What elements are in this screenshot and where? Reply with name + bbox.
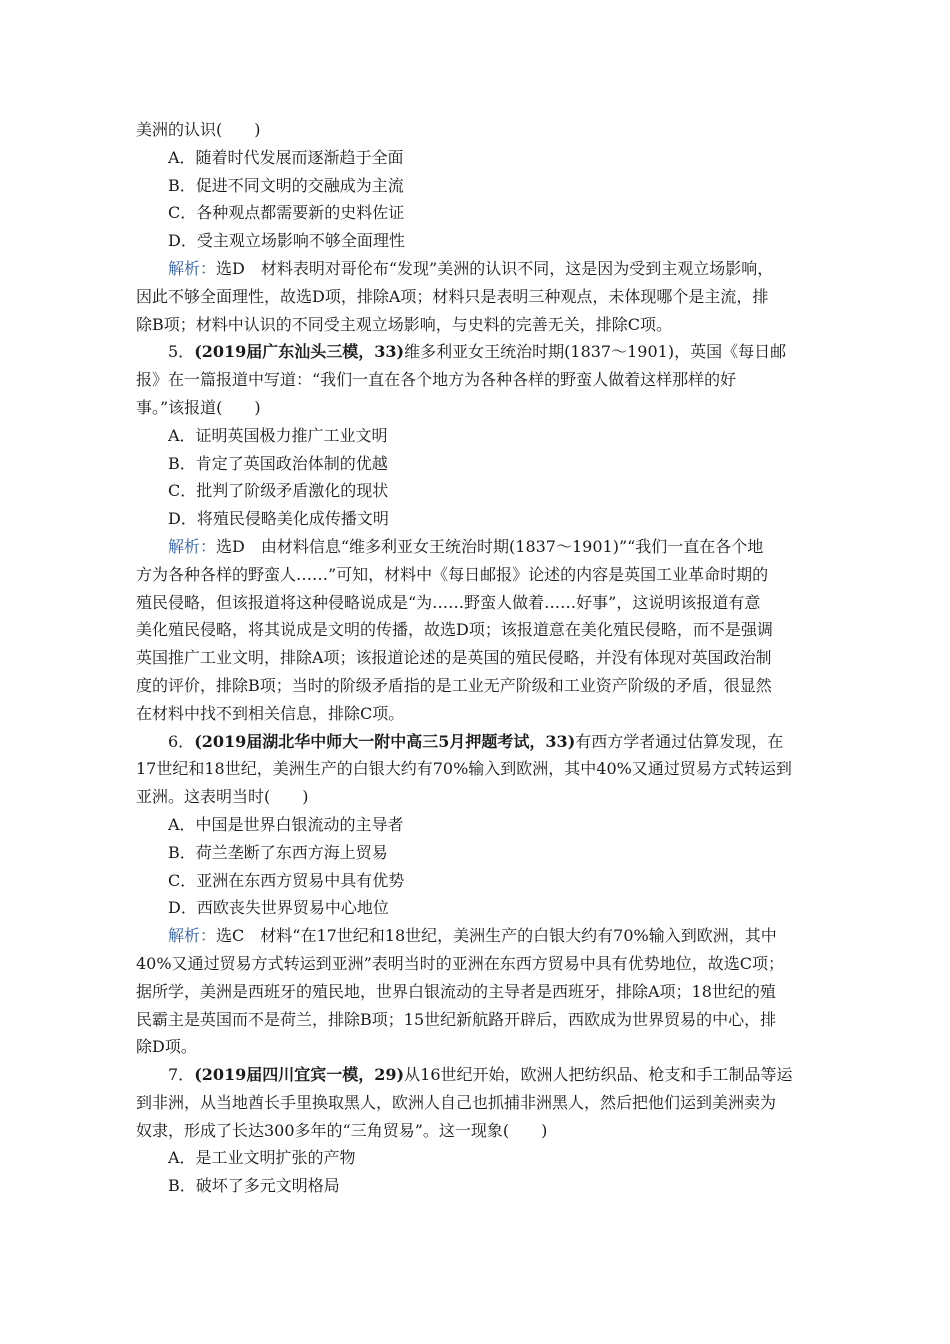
answer-option: [136, 1144, 821, 1172]
answer-option: [136, 867, 821, 895]
option-text: C．各种观点都需要新的史料佐证: [168, 203, 405, 223]
option-text: C．亚洲在东西方贸易中具有优势: [168, 870, 405, 890]
question-source: (2019届湖北华中师大一附中高三5月押题考试，33): [194, 731, 576, 751]
text-line: [136, 116, 821, 144]
option-text: A．中国是世界白银流动的主导者: [168, 814, 404, 834]
text-line: [136, 394, 821, 422]
option-text: D．受主观立场影响不够全面理性: [168, 231, 405, 251]
line-text: 报》在一篇报道中写道：“我们一直在各个地方为各种各样的野蛮人做着这样那样的好: [136, 370, 737, 390]
line-text: 英国推广工业文明，排除A项；该报道论述的是英国的殖民侵略，并没有体现对英国政治制: [136, 648, 772, 668]
analysis-label: 解析：: [168, 536, 217, 556]
line-text: 美洲的认识( ): [136, 120, 261, 139]
text-line: [136, 366, 821, 394]
text-line: [136, 700, 821, 728]
analysis-line: [136, 922, 821, 950]
line-text: 方为各种各样的野蛮人……”可知，材料中《每日邮报》论述的内容是英国工业革命时期的: [136, 564, 769, 584]
line-text: 40%又通过贸易方式转运到亚洲”表明当时的亚洲在东西方贸易中具有优势地位，故选C项；: [136, 953, 784, 973]
line-text: 到非洲，从当地酋长手里换取黑人，欧洲人自己也抓捕非洲黑人，然后把他们运到美洲卖为: [136, 1092, 777, 1112]
text-line: [136, 1117, 821, 1145]
answer-option: [136, 172, 821, 200]
line-text: 殖民侵略，但该报道将这种侵略说成是“为……野蛮人做着……好事”，这说明该报道有意: [136, 592, 761, 612]
text-line: [136, 672, 821, 700]
option-text: B．荷兰垄断了东西方海上贸易: [168, 842, 388, 862]
line-text: 度的评价，排除B项；当时的阶级矛盾指的是工业无产阶级和工业资产阶级的矛盾，很显然: [136, 675, 772, 695]
question-stem: [136, 338, 821, 366]
answer-option: [136, 839, 821, 867]
line-text: 奴隶，形成了长达300多年的“三角贸易”。这一现象( ): [136, 1120, 548, 1140]
option-text: D．西欧丧失世界贸易中心地位: [168, 898, 389, 918]
option-text: A．证明英国极力推广工业文明: [168, 425, 388, 445]
line-text: 民霸主是英国而不是荷兰，排除B项；15世纪新航路开辟后，西欧成为世界贸易的中心，排: [136, 1009, 777, 1029]
answer-option: [136, 811, 821, 839]
analysis-line: [136, 255, 821, 283]
answer-option: [136, 422, 821, 450]
line-text: 因此不够全面理性，故选D项，排除A项；材料只是表明三种观点，未体现哪个是主流，排: [136, 286, 769, 306]
text-line: [136, 589, 821, 617]
analysis-line: [136, 533, 821, 561]
text-line: [136, 1089, 821, 1117]
line-text: 除D项。: [136, 1037, 197, 1057]
question-number: 5．: [168, 342, 195, 362]
text-line: [136, 1033, 821, 1061]
answer-option: [136, 477, 821, 505]
question-text: 从16世纪开始，欧洲人把纺织品、枪支和手工制品等运: [404, 1065, 793, 1085]
question-number: 7．: [168, 1065, 195, 1085]
text-line: [136, 561, 821, 589]
question-number: 6．: [168, 731, 195, 751]
option-text: D．将殖民侵略美化成传播文明: [168, 509, 389, 529]
document-body: [136, 116, 821, 1200]
line-text: 17世纪和18世纪，美洲生产的白银大约有70%输入到欧洲，其中40%又通过贸易方式转运到: [136, 759, 792, 779]
answer-option: [136, 199, 821, 227]
question-stem: [136, 1061, 821, 1089]
question-source: (2019届四川宜宾一模，29): [194, 1065, 405, 1085]
line-text: 在材料中找不到相关信息，排除C项。: [136, 703, 405, 723]
line-text: 亚洲。这表明当时( ): [136, 787, 309, 807]
text-line: [136, 616, 821, 644]
option-text: B．破坏了多元文明格局: [168, 1176, 340, 1196]
question-source: (2019届广东汕头三模，33): [194, 342, 405, 362]
line-text: 除B项；材料中认识的不同受主观立场影响，与史料的完善无关，排除C项。: [136, 314, 673, 334]
option-text: A．是工业文明扩张的产物: [168, 1148, 356, 1168]
option-text: B．促进不同文明的交融成为主流: [168, 175, 404, 195]
text-line: [136, 644, 821, 672]
text-line: [136, 950, 821, 978]
answer-option: [136, 144, 821, 172]
answer-option: [136, 505, 821, 533]
question-text: 维多利亚女王统治时期(1837～1901)，英国《每日邮: [404, 342, 787, 362]
analysis-text: 选D 材料表明对哥伦布“发现”美洲的认识不同，这是因为受到主观立场影响，: [216, 258, 774, 278]
text-line: [136, 283, 821, 311]
question-stem: [136, 728, 821, 756]
line-text: 事。”该报道( ): [136, 397, 261, 417]
answer-option: [136, 894, 821, 922]
text-line: [136, 755, 821, 783]
line-text: 据所学，美洲是西班牙的殖民地，世界白银流动的主导者是西班牙，排除A项；18世纪的殖: [136, 981, 776, 1001]
analysis-label: 解析：: [168, 258, 217, 278]
analysis-text: 选C 材料“在17世纪和18世纪，美洲生产的白银大约有70%输入到欧洲，其中: [216, 926, 777, 946]
option-text: B．肯定了英国政治体制的优越: [168, 453, 388, 473]
text-line: [136, 1006, 821, 1034]
text-line: [136, 978, 821, 1006]
question-text: 有西方学者通过估算发现，在: [575, 731, 784, 751]
option-text: C．批判了阶级矛盾激化的现状: [168, 481, 389, 501]
answer-option: [136, 450, 821, 478]
text-line: [136, 311, 821, 339]
line-text: 美化殖民侵略，将其说成是文明的传播，故选D项；该报道意在美化殖民侵略，而不是强调: [136, 620, 773, 640]
answer-option: [136, 227, 821, 255]
answer-option: [136, 1172, 821, 1200]
analysis-text: 选D 由材料信息“维多利亚女王统治时期(1837～1901)”“我们一直在各个地: [216, 536, 764, 556]
text-line: [136, 783, 821, 811]
analysis-label: 解析：: [168, 926, 217, 946]
option-text: A．随着时代发展而逐渐趋于全面: [168, 147, 404, 167]
